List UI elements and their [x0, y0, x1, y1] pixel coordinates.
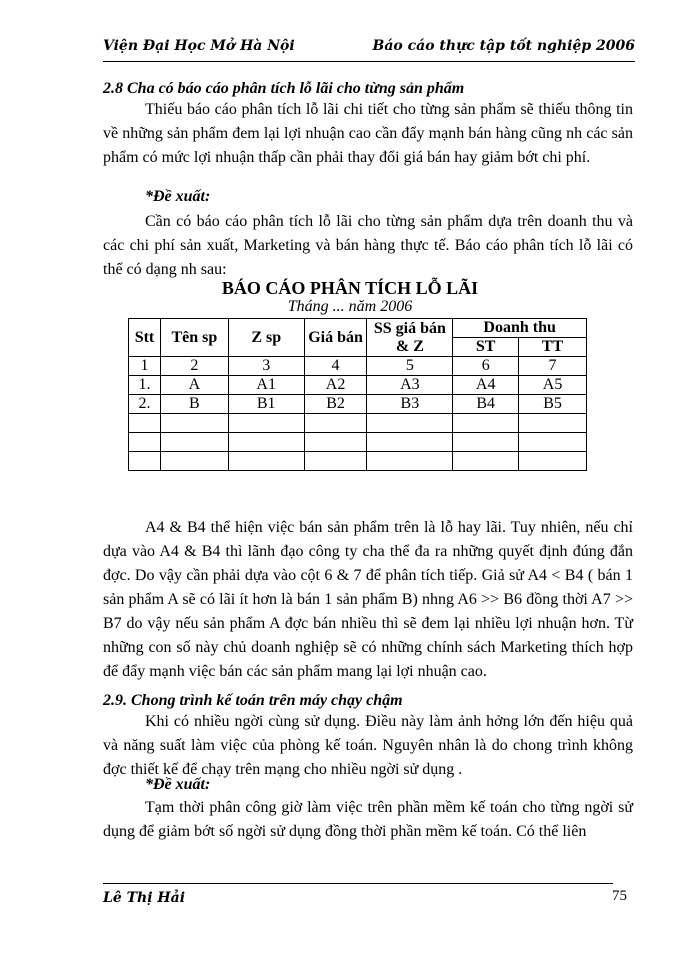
header-institution: Viện Đại Học Mở Hà Nội	[103, 38, 295, 54]
table-cell: 6	[453, 357, 519, 376]
section-2-8-paragraph-2: Cần có báo cáo phân tích lỗ lãi cho từng sản phẩm dựa trên doanh thu và các chi phí sản xuất, Marketing và bán hàng thực tế. Báo cáo phân tích lỗ lãi có thể có dạng nh sau:	[103, 213, 633, 278]
analysis-paragraph: A4 & B4 thể hiện việc bán sản phẩm trên là lỗ hay lãi. Tuy nhiên, nếu chỉ dựa vào A4 & B4 thì lãnh đạo công ty cha thể đa ra những quyết định đúng đắn đợc. Do vậy cần phải dựa vào cột 6 & 7 để phân tích tiếp. Giả sử A4 < B4 ( bán 1 sản phẩm A sẽ có lãi ít hơn là bán 1 sản phẩm B) nhng A6 >> B6 đồng thời A7 >> B7 do vậy nếu sản phẩm A đợc bán nhiều thì sẽ đem lại nhiều lợi nhuận hơn. Từ những con số này chủ doanh nghiệp sẽ có những chính sách Marketing thích hợp để đẩy mạnh việc bán các sản phẩm mang lại lợi nhuận cao.	[103, 519, 633, 680]
header-stt: Stt	[129, 319, 161, 357]
table-row-empty	[129, 433, 587, 452]
table-cell: 4	[304, 357, 367, 376]
header-report-title: Báo cáo thực tập tốt nghiệp 2006	[372, 38, 635, 54]
header-st: ST	[453, 338, 519, 357]
header-z-sp: Z sp	[228, 319, 304, 357]
section-2-8-paragraph-1: Thiếu báo cáo phân tích lỗ lãi chi tiết cho từng sản phẩm sẽ thiếu thông tin về những sản phẩm đem lại lợi nhuận cao cần đẩy mạnh bán hàng cũng nh các sản phẩm có mức lợi nhuận thấp cần phải thay đổi giá bán hay giảm bớt chi phí.	[103, 101, 633, 166]
table-cell: A1	[228, 376, 304, 395]
table-cell: A2	[304, 376, 367, 395]
report-title: BÁO CÁO PHÂN TÍCH LỖ LÃI	[221, 278, 479, 298]
table-cell: 2.	[129, 395, 161, 414]
table-row-empty	[129, 452, 587, 471]
table-cell: B2	[304, 395, 367, 414]
header-gia-ban: Giá bán	[304, 319, 367, 357]
footer-rule	[103, 883, 613, 884]
table-cell: B1	[228, 395, 304, 414]
table-cell: 3	[228, 357, 304, 376]
table-row	[129, 357, 587, 376]
table-cell: A3	[367, 376, 453, 395]
table-cell: A5	[519, 376, 587, 395]
table-cell: 7	[519, 357, 587, 376]
table-cell: 2	[160, 357, 228, 376]
header-ten-sp: Tên sp	[160, 319, 228, 357]
profit-loss-table	[128, 318, 587, 471]
table-cell: B5	[519, 395, 587, 414]
section-heading-2-9: 2.9. Chong trình kế toán trên máy chạy chậm	[103, 692, 403, 709]
proposal-label-1: *Đề xuất:	[145, 188, 211, 205]
table-cell: B	[160, 395, 228, 414]
proposal-label-2: *Đề xuất:	[145, 776, 211, 793]
header-doanh-thu: Doanh thu	[453, 319, 587, 338]
table-cell: 1	[129, 357, 161, 376]
table-cell: A4	[453, 376, 519, 395]
section-2-9-paragraph-1: Khi có nhiều ngời cùng sử dụng. Điều này làm ảnh hởng lớn đến hiệu quả và năng suất làm việc của phòng kế toán. Nguyên nhân là do chong trình không đợc thiết kế để chạy trên mạng cho nhiều ngời sử dụng .	[103, 713, 633, 778]
footer-author: Lê Thị Hải	[103, 890, 186, 906]
section-heading-2-8: 2.8 Cha có báo cáo phân tích lỗ lãi cho từng sản phẩm	[103, 80, 465, 97]
table-cell: 1.	[129, 376, 161, 395]
header-tt: TT	[519, 338, 587, 357]
table-row-empty	[129, 414, 587, 433]
header-ss-gia-ban: SS giá bán & Z	[367, 319, 453, 357]
table-row	[129, 395, 587, 414]
header-rule	[103, 61, 635, 62]
table-cell: A	[160, 376, 228, 395]
table-row	[129, 376, 587, 395]
report-subtitle: Tháng ... năm 2006	[287, 298, 413, 315]
table-cell: B3	[367, 395, 453, 414]
table-cell: 5	[367, 357, 453, 376]
page-header	[103, 36, 635, 62]
page-number: 75	[612, 888, 627, 904]
table-cell: B4	[453, 395, 519, 414]
section-2-9-paragraph-2: Tạm thời phân công giờ làm việc trên phần mềm kế toán cho từng ngời sử dụng để giảm bớt số ngời sử dụng đồng thời phần mềm kế toán. Có thể liên	[103, 799, 633, 840]
